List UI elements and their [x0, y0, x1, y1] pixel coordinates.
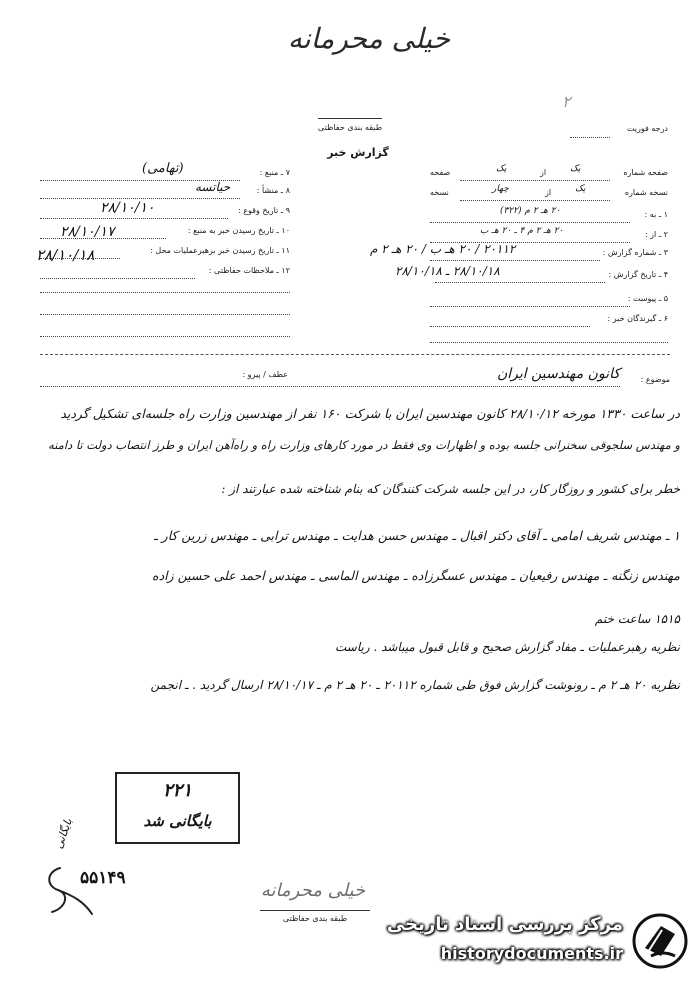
left-field-value: ۲۸/۱۰/۱۰ [100, 200, 155, 216]
right-field-value2: چهار [492, 184, 509, 194]
stamp-text: بایگانی شد [143, 812, 212, 830]
watermark-site: historydocuments.ir [440, 944, 623, 963]
right-field-label: نسخه شماره [624, 188, 668, 197]
right-field-row-copy [430, 186, 668, 206]
right-field-dotline [430, 260, 600, 261]
left-extra-dotline [40, 336, 290, 337]
left-field-dotline [40, 278, 195, 279]
right-field-dotline [460, 180, 610, 181]
section-separator [40, 354, 670, 355]
left-field-dotline [40, 238, 166, 239]
book-logo-icon [631, 912, 689, 970]
left-extra-dotline [40, 292, 290, 293]
right-field-label: ۴ ـ تاریخ گزارش : [608, 270, 668, 279]
top-corner-mark: ۲ [562, 92, 571, 111]
right-field-value: ۲۰ هـ ۲ م ۴ ـ ۲۰ هـ ب [480, 226, 564, 236]
left-field-label: ۱۲ ـ ملاحظات حفاظتی : [208, 266, 290, 275]
margin-scribble-icon [40, 860, 100, 920]
right-field-dotline [430, 326, 590, 327]
right-field-row-page [430, 166, 668, 186]
right-field-label: ۳ ـ شماره گزارش : [602, 248, 668, 257]
right-field-value: ۲۸/۱۰/۱۸ ـ ۲۸/۱۰/۱۸ [395, 264, 500, 278]
right-field-label: ۲ ـ از : [644, 230, 668, 239]
subject-label: موضوع : [640, 375, 670, 384]
footer-category-label: طبقه بندی حفاظتی [282, 914, 348, 923]
body-line: نظریه رهبرعملیات ـ مفاد گزارش صحیح و قابل قبول میباشد . ریاست [335, 640, 680, 654]
body-line: در ساعت ۱۳۳۰ مورخه ۲۸/۱۰/۱۲ کانون مهندسین ایران با شرکت ۱۶۰ نفر از مهندسین وزارت راه جلسه‌ای تشکیل گردید [60, 406, 680, 421]
left-field-dotline [40, 198, 240, 199]
right-field-label: ۱ ـ به : [644, 210, 668, 219]
classification-underline [318, 118, 382, 119]
right-field-label: ۶ ـ گیرندگان خبر : [607, 314, 668, 323]
body-line: نظریه ۲۰ هـ ۲ م ـ رونوشت گزارش فوق طی شماره ۲۰۱۱۲ ـ ۲۰ هـ ۲ م ـ ۲۸/۱۰/۱۷ ارسال گردید . ـ انجمن [150, 678, 680, 692]
left-field-label: ۱۱ ـ تاریخ رسیدن خبر برهبرعملیات محل : [150, 246, 290, 255]
body-line: مهندس زنگنه ـ مهندس رفیعیان ـ مهندس عسگرزاده ـ مهندس الماسی ـ مهندس احمد علی حسین زاده [152, 568, 680, 583]
left-field-value: (تهامی) [142, 161, 184, 176]
priority-dotline [570, 137, 610, 138]
right-field-value: یک [575, 184, 586, 194]
classification-handwritten: خیلی محرمانه [287, 22, 450, 55]
footer-underline [260, 910, 370, 911]
right-field-label: صفحه شماره [623, 168, 668, 177]
right-field-value2: یک [496, 164, 507, 174]
right-field-mid: از [540, 168, 547, 177]
right-field-value: یک [570, 164, 581, 174]
left-field-row [40, 200, 290, 224]
file-number: ۵۵۱۴۹ [80, 868, 126, 888]
right-field-mid: از [545, 188, 552, 197]
right-field-row-report-number [370, 242, 668, 266]
right-field-suffix: صفحه [430, 168, 451, 177]
right-extra-dotline [430, 342, 668, 343]
watermark [386, 910, 695, 976]
body-line: ۱ ـ مهندس شریف امامی ـ آقای دکتر اقبال ـ مهندس حسن هدایت ـ مهندس ترابی ـ مهندس زرین کار ـ [154, 528, 680, 543]
left-field-value: ۲۸/۱۰/۱۸ [36, 246, 95, 264]
left-field-value: حیاتسه [195, 180, 231, 194]
left-extra-dotline [40, 314, 290, 315]
priority-label: درجه فوریت [626, 124, 668, 133]
right-field-row-recipients [430, 312, 668, 332]
left-field-dotline [40, 258, 120, 259]
category-label: طبقه بندی حفاظتی [317, 123, 383, 132]
right-field-dotline [460, 200, 610, 201]
right-field-value: ۲۰۱۱۲ / ۲۰ هـ ب / ۲۰ هـ ۲ م [370, 242, 516, 256]
left-field-value: ۲۸/۱۰/۱۷ [60, 224, 115, 240]
right-field-row-report-date [395, 264, 668, 288]
subject-value: کانون مهندسین ایران [496, 366, 620, 382]
left-field-row [40, 224, 290, 244]
ref-label: عطف / پیرو : [242, 370, 288, 379]
archive-stamp [115, 772, 240, 844]
left-field-label: ۹ ـ تاریخ وقوع : [237, 206, 290, 215]
right-field-dotline [435, 282, 605, 283]
body-line: خطر برای کشور و روزگار کار، در این جلسه شرکت کنندگان که بنام شناخته شده عبارتند از : [221, 482, 680, 496]
right-field-label: ۵ ـ پیوست : [627, 294, 668, 303]
left-field-label: ۸ ـ منشأ : [256, 186, 290, 195]
report-title: گزارش خبر [327, 146, 389, 159]
subject-dotline [40, 386, 620, 387]
body-line: و مهندس سلجوقی سخنرانی جلسه بوده و اظهارات وی فقط در مورد کارهای وزارت راه و راه‌آهن ایران و طرز انتصاب دولت تا دامنه [48, 438, 680, 452]
stamp-number: ۲۲۱ [162, 780, 192, 801]
watermark-org-name: مرکز بررسی اسناد تاریخی [386, 914, 623, 935]
left-field-label: ۱۰ ـ تاریخ رسیدن خبر به منبع : [187, 226, 290, 235]
right-field-row-attachment [430, 292, 668, 312]
left-field-row [40, 161, 290, 186]
right-field-dotline [430, 306, 630, 307]
footer-classification-handwritten: خیلی محرمانه [260, 880, 366, 901]
left-field-row [36, 244, 290, 264]
right-field-row-to [430, 208, 668, 228]
left-field-row [40, 180, 290, 204]
margin-note: بایگانی [52, 816, 75, 851]
body-line: ۱۵۱۵ ساعت ختم [594, 612, 680, 626]
right-field-suffix: نسخه [430, 188, 449, 197]
right-field-dotline [430, 222, 630, 223]
left-field-dotline [40, 218, 228, 219]
left-field-label: ۷ ـ منبع : [259, 168, 290, 177]
left-field-row [40, 264, 290, 284]
right-field-value: ۲۰ هـ ۲ م (۳۲۲) [500, 206, 561, 216]
